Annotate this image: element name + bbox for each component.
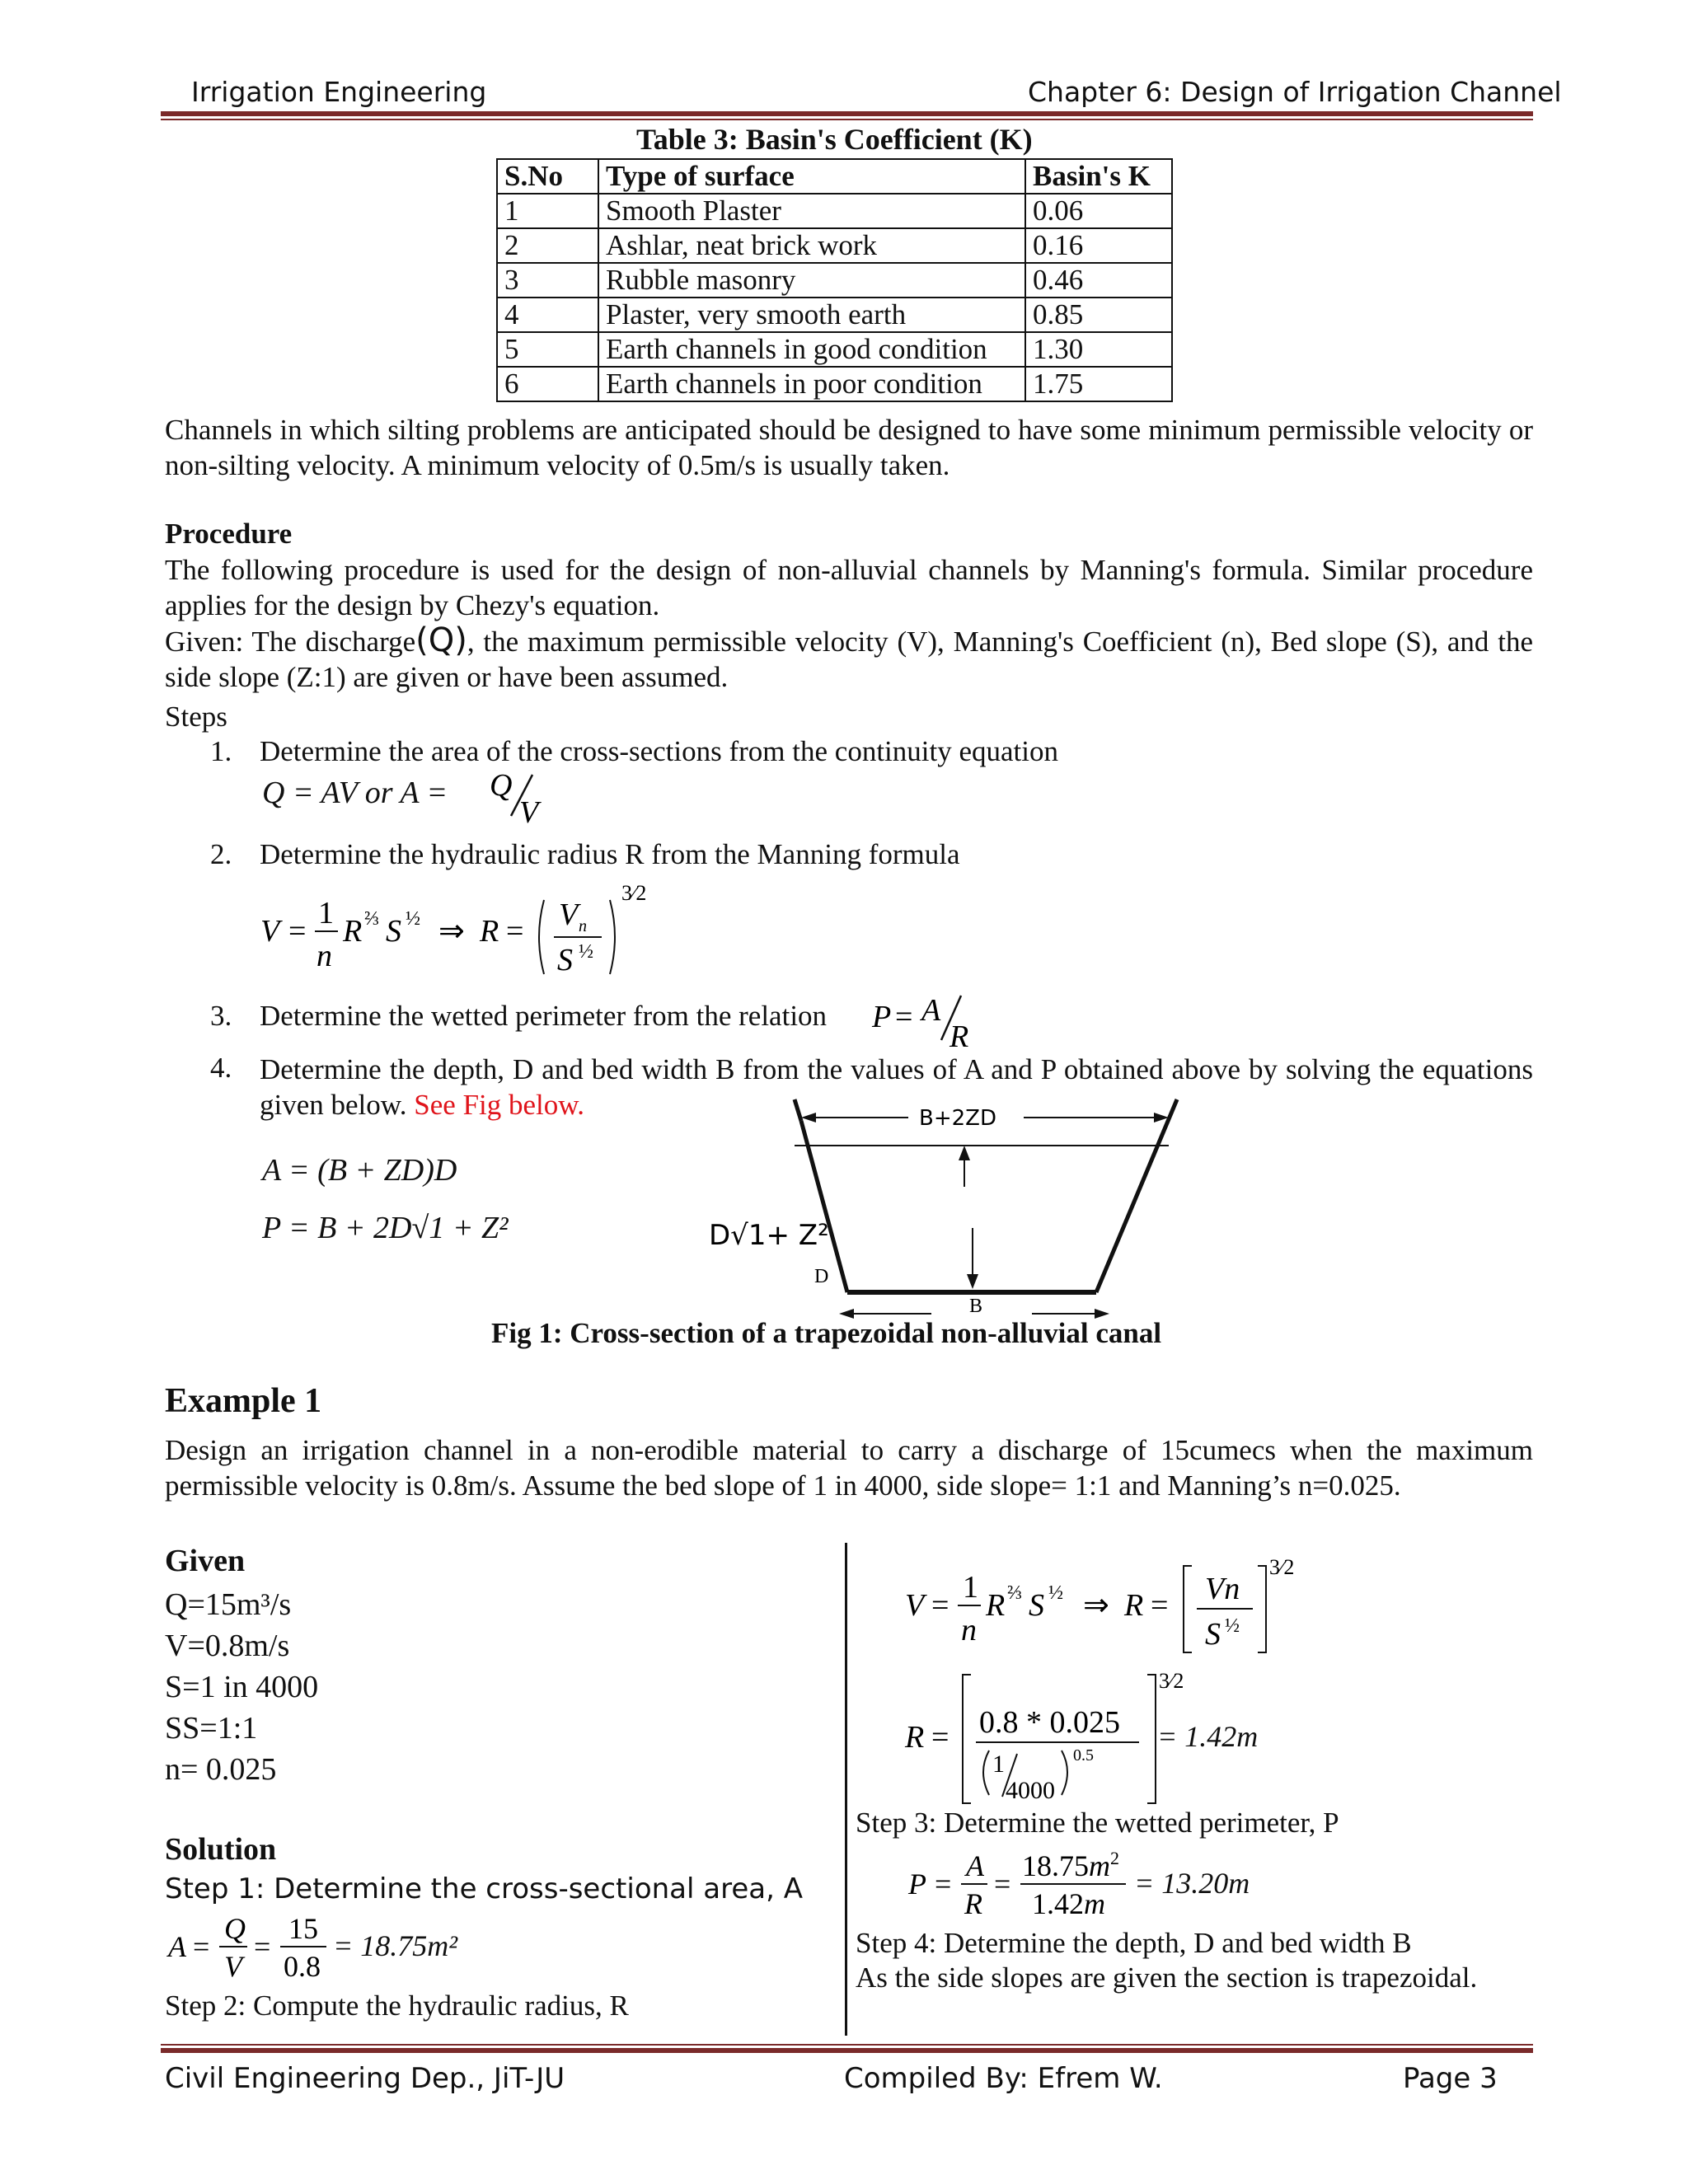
table-cell: 0.16 — [1025, 228, 1172, 263]
step-number: 4. — [210, 1052, 232, 1084]
svg-text:⅔: ⅔ — [364, 908, 379, 930]
svg-text:V: V — [224, 1950, 242, 1983]
table-cell: 3 — [497, 263, 598, 298]
table-row — [497, 194, 1172, 228]
svg-text:½: ½ — [406, 908, 420, 930]
example-statement: Design an irrigation channel in a non-erodible material to carry a discharge of 15cumecs when the maximum permissible velocity is 0.8m/s. Assume the bed slope of 1 in 4000, side slope= 1:1 and Manning’s n=0.025. — [165, 1434, 1533, 1502]
solution-step4-note: As the side slopes are given the section is trapezoidal. — [856, 1961, 1478, 1994]
svg-text:½: ½ — [579, 941, 593, 963]
svg-text:=: = — [506, 914, 524, 949]
solution-step3: Step 3: Determine the wetted perimeter, P — [856, 1807, 1339, 1839]
svg-text:P: P — [908, 1868, 926, 1900]
svg-text:A: A — [168, 1930, 186, 1963]
step4-main-text: Determine the depth, D and bed width B from the values of A and P obtained above by solving the equations given below. — [260, 1053, 1533, 1121]
right-side-slope — [1096, 1099, 1177, 1292]
svg-text:=: = — [1151, 1588, 1169, 1623]
intro-paragraph: Channels in which silting problems are anticipated should be designed to have some minimum permissible velocity or non-silting velocity. A minimum velocity of 0.5m/s is usually taken. — [165, 414, 1533, 481]
table-cell: Ashlar, neat brick work — [598, 228, 1025, 263]
svg-text:S: S — [1029, 1588, 1044, 1623]
svg-text:⇒: ⇒ — [1083, 1588, 1109, 1623]
p-calculation — [898, 1844, 1146, 1924]
svg-text:R: R — [905, 1720, 925, 1755]
table-cell: 0.46 — [1025, 263, 1172, 298]
manning-rearranged-equation — [898, 1549, 1327, 1657]
area-result: = 18.75m² — [333, 1929, 458, 1962]
given-text-b: , the maximum permissible velocity (V), Manning's Coefficient (n), Bed slope (S), and the side slope (Z:1) are given or have been assumed. — [165, 626, 1534, 693]
table-row — [497, 263, 1172, 298]
given-item: n= 0.025 — [165, 1752, 277, 1787]
given-list — [165, 1584, 318, 1790]
svg-text:V: V — [260, 914, 280, 949]
svg-text:n: n — [579, 917, 587, 935]
svg-text:3⁄2: 3⁄2 — [621, 881, 647, 905]
svg-text:1: 1 — [992, 1750, 1005, 1778]
svg-text:15: 15 — [288, 1912, 318, 1945]
p-equals-a-over-r — [869, 989, 976, 1051]
footer-rule — [161, 2048, 1533, 2053]
table-header-row — [497, 159, 1172, 194]
step2-text: Determine the hydraulic radius R from the Manning formula — [260, 838, 960, 870]
table-row — [497, 367, 1172, 401]
svg-text:1.42m: 1.42m — [1032, 1887, 1105, 1920]
given-item: S=1 in 4000 — [165, 1670, 319, 1704]
step-number: 3. — [210, 1000, 232, 1032]
trapezoid-figure — [692, 1088, 1203, 1335]
svg-text:=: = — [931, 1720, 950, 1755]
svg-text:⇒: ⇒ — [438, 914, 465, 949]
table-cell: 1.30 — [1025, 332, 1172, 367]
figure-caption: Fig 1: Cross-section of a trapezoidal non-alluvial canal — [491, 1317, 1162, 1349]
table-row — [497, 298, 1172, 332]
svg-text:0.8 * 0.025: 0.8 * 0.025 — [979, 1705, 1120, 1740]
step-number: 2. — [210, 838, 232, 870]
table-header-cell: Basin's K — [1025, 159, 1172, 194]
svg-text:n: n — [961, 1613, 977, 1647]
step-number: 1. — [210, 735, 232, 767]
table-cell: Earth channels in poor condition — [598, 367, 1025, 401]
given-item: V=0.8m/s — [165, 1629, 290, 1663]
svg-text:0.8: 0.8 — [284, 1950, 321, 1983]
table-cell: 5 — [497, 332, 598, 367]
depth-label: D — [814, 1266, 829, 1287]
svg-text:⅔: ⅔ — [1007, 1582, 1022, 1604]
svg-text:1: 1 — [963, 1570, 978, 1605]
solution-step2: Step 2: Compute the hydraulic radius, R — [165, 1990, 629, 2022]
step3-text: Determine the wetted perimeter from the relation — [260, 1000, 828, 1032]
svg-text:Vn: Vn — [1205, 1572, 1240, 1606]
area-equation: A = (B + ZD)D — [262, 1153, 457, 1188]
procedure-heading: Procedure — [165, 518, 293, 550]
svg-text:S: S — [1205, 1617, 1221, 1652]
left-wall-top — [795, 1099, 801, 1121]
table-title: Table 3: Basin's Coefficient (K) — [636, 123, 1033, 156]
table-cell: 2 — [497, 228, 598, 263]
continuity-equation-text: Q = AV or A = — [262, 776, 448, 810]
table-cell: 1.75 — [1025, 367, 1172, 401]
example-heading: Example 1 — [165, 1382, 322, 1420]
solution-step1: Step 1: Determine the cross-sectional area, A — [165, 1872, 803, 1905]
svg-text:=: = — [994, 1868, 1011, 1900]
svg-text:Q: Q — [224, 1912, 246, 1945]
step1-text: Determine the area of the cross-sections from the continuity equation — [260, 735, 1058, 767]
svg-text:0.5: 0.5 — [1073, 1746, 1094, 1765]
svg-text:=: = — [193, 1930, 210, 1963]
basin-coefficient-table — [496, 158, 1173, 402]
svg-text:R: R — [1124, 1588, 1144, 1623]
steps-label: Steps — [165, 701, 227, 733]
p-result: = 13.20m — [1134, 1867, 1250, 1900]
table-cell: Smooth Plaster — [598, 194, 1025, 228]
table-cell: Earth channels in good condition — [598, 332, 1025, 367]
svg-text:R: R — [950, 1019, 969, 1051]
arrowhead — [801, 1113, 816, 1122]
svg-text:=: = — [288, 914, 307, 949]
footer-rule-thin — [161, 2044, 1533, 2046]
top-width-label: B+2ZD — [919, 1106, 996, 1131]
given-item: Q=15m³/s — [165, 1587, 292, 1622]
perimeter-equation: P = B + 2D√1 + Z² — [262, 1211, 509, 1245]
fraction-denominator-v: V — [519, 795, 539, 828]
svg-text:P: P — [872, 1000, 892, 1034]
svg-text:=: = — [931, 1588, 950, 1623]
table-cell: 6 — [497, 367, 598, 401]
svg-text:V: V — [559, 898, 579, 932]
svg-text:R: R — [986, 1588, 1006, 1623]
arrowhead — [967, 1274, 978, 1289]
given-heading: Given — [165, 1544, 246, 1578]
footer-left: Civil Engineering Dep., JiT-JU — [165, 2062, 565, 2095]
svg-text:1: 1 — [318, 896, 334, 930]
footer-center: Compiled By: Efrem W. — [844, 2062, 1163, 2095]
q-over-v-fraction — [486, 766, 544, 828]
svg-text:=: = — [254, 1930, 271, 1963]
header-rule — [161, 111, 1533, 116]
header-rule-thin — [161, 119, 1533, 120]
svg-text:S: S — [557, 943, 573, 977]
table-cell: Rubble masonry — [598, 263, 1025, 298]
table-cell: Plaster, very smooth earth — [598, 298, 1025, 332]
svg-text:=: = — [895, 1000, 913, 1034]
svg-text:½: ½ — [1048, 1582, 1063, 1604]
given-q-symbol: (Q) — [415, 621, 467, 659]
table-cell: 0.85 — [1025, 298, 1172, 332]
arrowhead — [959, 1146, 970, 1160]
svg-text:n: n — [316, 939, 332, 973]
see-fig-link[interactable]: See Fig below. — [414, 1089, 585, 1121]
svg-text:3⁄2: 3⁄2 — [1159, 1669, 1184, 1693]
table-header-cell: S.No — [497, 159, 598, 194]
table-cell: 4 — [497, 298, 598, 332]
continuity-equation — [262, 775, 448, 811]
table-cell: 1 — [497, 194, 598, 228]
footer-page-number: Page 3 — [1403, 2062, 1498, 2095]
svg-text:R: R — [964, 1887, 982, 1920]
bed-width-label: B — [969, 1296, 983, 1317]
svg-text:3⁄2: 3⁄2 — [1269, 1555, 1295, 1579]
header-left: Irrigation Engineering — [191, 76, 487, 108]
svg-text:R: R — [343, 914, 363, 949]
column-divider — [845, 1543, 847, 2036]
table-row — [497, 228, 1172, 263]
procedure-paragraph: The following procedure is used for the design of non-alluvial channels by Manning's formula. Similar procedure applies for the design by Chezy's equation. — [165, 554, 1533, 621]
svg-text:18.75m2: $18.75m^2$ — [1022, 1848, 1119, 1882]
svg-text:A: A — [921, 993, 941, 1028]
svg-text:A: A — [966, 1849, 984, 1882]
table-header-cell: Type of surface — [598, 159, 1025, 194]
table-cell: 0.06 — [1025, 194, 1172, 228]
solution-step4: Step 4: Determine the depth, D and bed width B — [856, 1927, 1412, 1959]
table-row — [497, 332, 1172, 367]
header-right: Chapter 6: Design of Irrigation Channel — [1028, 76, 1562, 108]
fraction-numerator-q: Q — [490, 768, 513, 803]
svg-text:½: ½ — [1225, 1615, 1240, 1637]
r-result: = 1.42m — [1157, 1720, 1259, 1753]
given-text-a: Given: The discharge — [165, 626, 416, 658]
solution-heading: Solution — [165, 1832, 277, 1867]
manning-equation — [256, 875, 651, 978]
svg-text:4000: 4000 — [1006, 1777, 1055, 1804]
svg-text:=: = — [935, 1868, 952, 1900]
given-item: SS=1:1 — [165, 1711, 258, 1746]
given-paragraph — [165, 623, 1533, 695]
svg-text:S: S — [386, 914, 401, 949]
svg-text:V: V — [905, 1588, 925, 1623]
side-length-label: D√1+ Z² — [709, 1219, 829, 1252]
svg-text:R: R — [480, 914, 499, 949]
